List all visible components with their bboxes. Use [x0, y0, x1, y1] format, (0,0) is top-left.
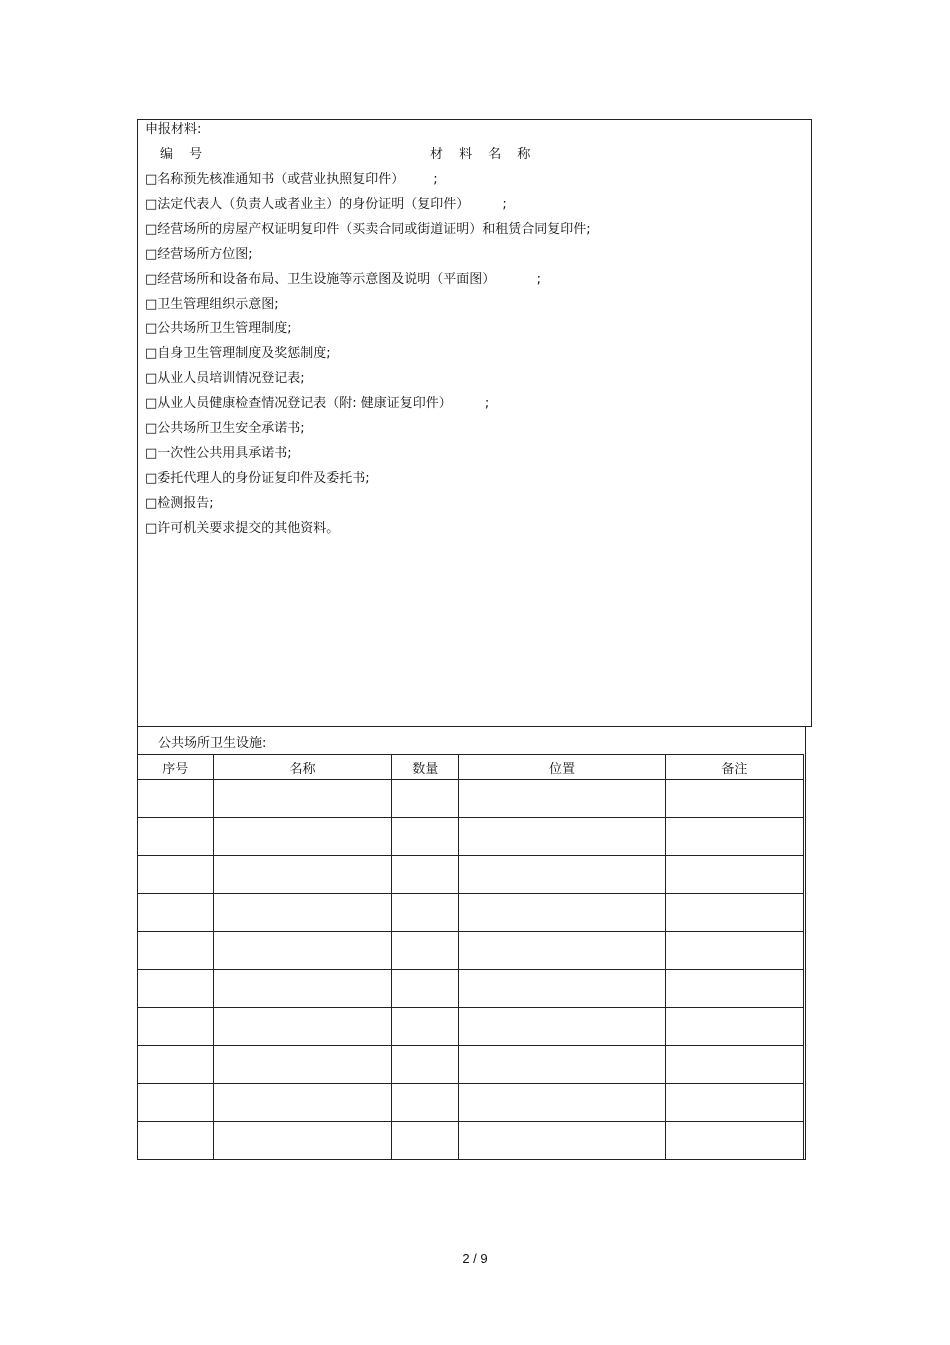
table-cell[interactable]: [459, 856, 666, 894]
facilities-table: [137, 754, 804, 1160]
facilities-title: 公共场所卫生设施:: [158, 736, 267, 751]
table-row: [138, 894, 804, 932]
table-row: [138, 1084, 804, 1122]
table-row: [138, 1122, 804, 1160]
table-cell[interactable]: [665, 818, 803, 856]
table-cell[interactable]: [459, 932, 666, 970]
table-cell[interactable]: [138, 970, 214, 1008]
table-cell[interactable]: [459, 1008, 666, 1046]
materials-title: 申报材料:: [145, 122, 202, 137]
table-cell[interactable]: [392, 818, 459, 856]
table-cell[interactable]: [213, 970, 392, 1008]
header-seq: 序号: [138, 755, 214, 780]
table-cell[interactable]: [392, 894, 459, 932]
table-row: [138, 1008, 804, 1046]
material-item: □自身卫生管理制度及奖惩制度;: [145, 346, 331, 361]
table-cell[interactable]: [138, 932, 214, 970]
table-cell[interactable]: [138, 894, 214, 932]
table-cell[interactable]: [213, 932, 392, 970]
table-cell[interactable]: [392, 932, 459, 970]
material-item: □卫生管理组织示意图;: [145, 297, 279, 312]
table-cell[interactable]: [392, 1122, 459, 1160]
table-row: [138, 970, 804, 1008]
table-cell[interactable]: [213, 1046, 392, 1084]
table-row: [138, 780, 804, 818]
header-remarks: 备注: [665, 755, 803, 780]
material-item: □委托代理人的身份证复印件及委托书;: [145, 471, 370, 486]
facilities-section: [137, 727, 806, 1160]
material-item: □检测报告;: [145, 496, 214, 511]
table-cell[interactable]: [213, 1122, 392, 1160]
table-cell[interactable]: [213, 894, 392, 932]
table-cell[interactable]: [392, 1084, 459, 1122]
material-item: □法定代表人（负责人或者业主）的身份证明（复印件） ;: [145, 197, 507, 212]
table-cell[interactable]: [213, 1008, 392, 1046]
table-cell[interactable]: [459, 1046, 666, 1084]
table-cell[interactable]: [138, 1122, 214, 1160]
table-cell[interactable]: [392, 856, 459, 894]
material-item: □经营场所方位图;: [145, 247, 253, 262]
table-cell[interactable]: [459, 1122, 666, 1160]
table-cell[interactable]: [665, 1046, 803, 1084]
table-cell[interactable]: [459, 780, 666, 818]
table-cell[interactable]: [213, 780, 392, 818]
table-cell[interactable]: [392, 1008, 459, 1046]
header-quantity: 数量: [392, 755, 459, 780]
table-cell[interactable]: [665, 1084, 803, 1122]
table-row: [138, 856, 804, 894]
table-cell[interactable]: [138, 818, 214, 856]
table-cell[interactable]: [665, 856, 803, 894]
table-row: [138, 818, 804, 856]
col-number-header: 编 号: [160, 147, 209, 162]
table-cell[interactable]: [665, 932, 803, 970]
material-item: □名称预先核准通知书（或营业执照复印件） ;: [145, 172, 438, 187]
material-item: □一次性公共用具承诺书;: [145, 446, 292, 461]
table-cell[interactable]: [392, 970, 459, 1008]
material-item: □经营场所和设备布局、卫生设施等示意图及说明（平面图） ;: [145, 272, 541, 287]
page-number: 2 / 9: [462, 1251, 488, 1266]
table-cell[interactable]: [213, 1084, 392, 1122]
table-cell[interactable]: [459, 1084, 666, 1122]
material-item: □经营场所的房屋产权证明复印件（买卖合同或街道证明）和租赁合同复印件;: [145, 222, 591, 237]
table-cell[interactable]: [459, 818, 666, 856]
material-item: □公共场所卫生管理制度;: [145, 321, 292, 336]
table-cell[interactable]: [138, 780, 214, 818]
table-cell[interactable]: [213, 818, 392, 856]
table-cell[interactable]: [459, 894, 666, 932]
materials-section: [137, 119, 812, 727]
table-cell[interactable]: [665, 894, 803, 932]
table-cell[interactable]: [665, 1008, 803, 1046]
material-item: □公共场所卫生安全承诺书;: [145, 421, 305, 436]
table-cell[interactable]: [392, 780, 459, 818]
material-item: □从业人员健康检查情况登记表（附: 健康证复印件） ;: [145, 396, 490, 411]
table-cell[interactable]: [138, 856, 214, 894]
table-cell[interactable]: [392, 1046, 459, 1084]
table-row: [138, 932, 804, 970]
table-cell[interactable]: [665, 1122, 803, 1160]
col-name-header: 材 料 名 称: [430, 147, 537, 162]
header-name: 名称: [213, 755, 392, 780]
table-cell[interactable]: [665, 970, 803, 1008]
table-cell[interactable]: [665, 780, 803, 818]
table-body: [138, 780, 804, 1160]
table-cell[interactable]: [138, 1008, 214, 1046]
table-cell[interactable]: [138, 1046, 214, 1084]
table-cell[interactable]: [459, 970, 666, 1008]
header-location: 位置: [459, 755, 666, 780]
table-header-row: [138, 755, 804, 780]
table-row: [138, 1046, 804, 1084]
material-item: □许可机关要求提交的其他资料。: [145, 521, 340, 536]
material-item: □从业人员培训情况登记表;: [145, 371, 305, 386]
table-cell[interactable]: [138, 1084, 214, 1122]
table-cell[interactable]: [213, 856, 392, 894]
